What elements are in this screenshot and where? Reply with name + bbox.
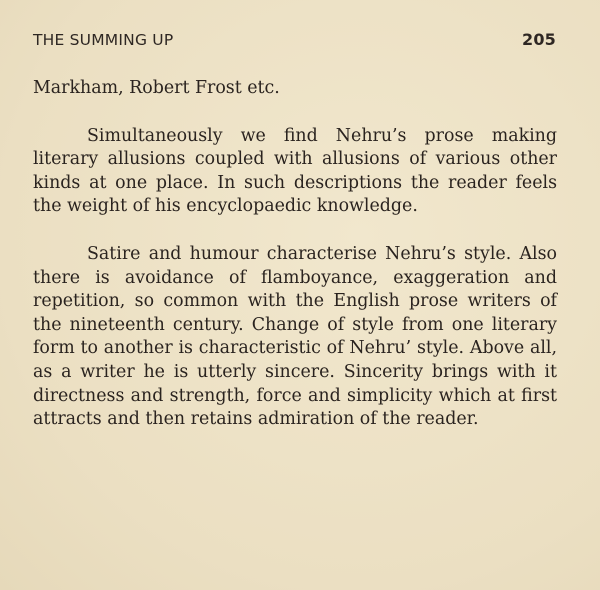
page-number: 205 <box>522 30 556 49</box>
paragraph-continuation: Markham, Robert Frost etc. <box>33 78 280 98</box>
body-text <box>33 77 557 456</box>
running-head-title: THE SUMMING UP <box>33 31 174 49</box>
running-head <box>33 30 556 49</box>
paragraph-satire-and-humour: Satire and humour characterise Nehru’s style. Also there is avoidance of flamboyance, exaggeration and repetition, so common with the English prose writers of the nineteenth century. Change of style from one literary form to another is characteristic of Nehru’ style. Above all, as a writer he is utterly sincere. Sincerity brings with it directness and strength, force and simplicity which at first attracts and then retains admiration of the reader. <box>33 243 557 430</box>
paragraph-literary-allusions: Simultaneously we find Nehru’s prose making literary allusions coupled with allusions of various other kinds at one place. In such descriptions the reader feels the weight of his encyclopaedic knowledge. <box>33 125 557 217</box>
